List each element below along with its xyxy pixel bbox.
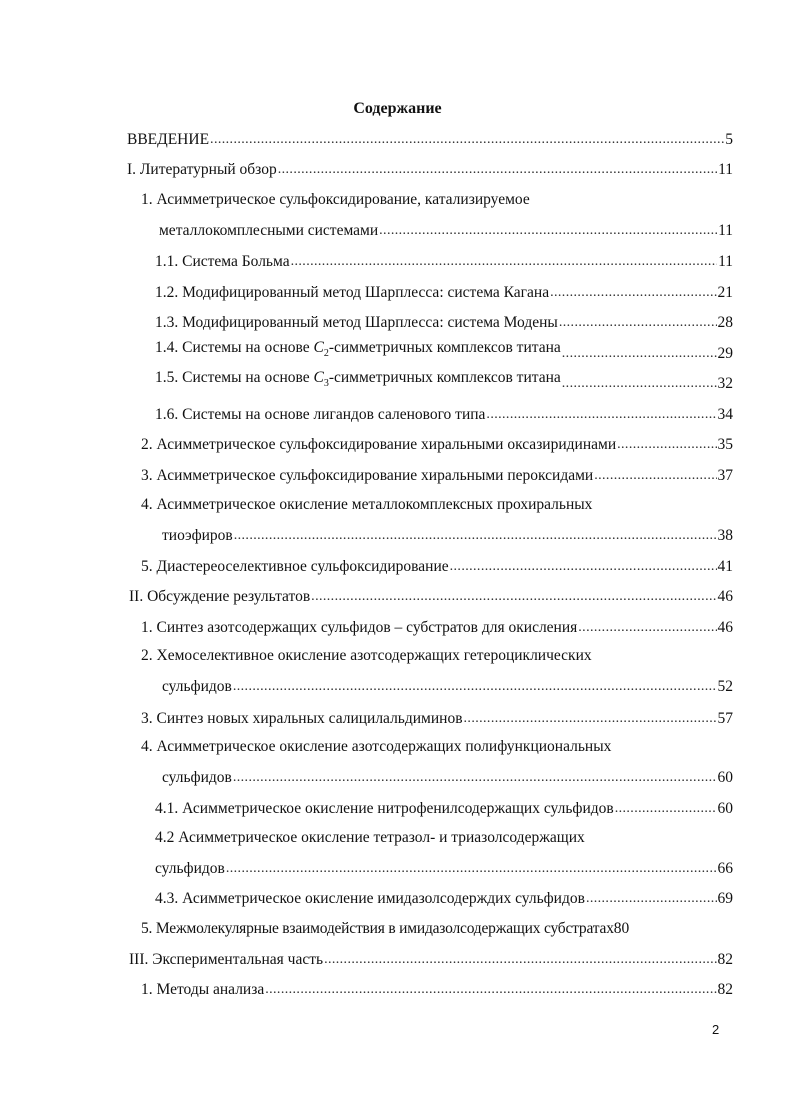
toc-entry-intermolecular-interactions [141, 916, 733, 938]
toc-entry-page: 82 [717, 981, 733, 998]
toc-entry-label: II. Обсуждение результатов [129, 588, 311, 605]
dot-leader [486, 406, 716, 424]
toc-entry-page: 41 [717, 558, 733, 575]
toc-entry-page: 11 [718, 222, 733, 239]
toc-entry-page: 46 [717, 588, 733, 605]
page-number: 2 [712, 1022, 720, 1037]
toc-entry-page: 80 [613, 920, 630, 937]
toc-entry-label: 5. Диастереоселективное сульфоксидирование [141, 558, 449, 575]
toc-entry-page: 38 [717, 527, 733, 544]
dot-leader [594, 467, 716, 485]
toc-entry-page: 32 [717, 375, 733, 392]
toc-entry-literature-review [127, 157, 733, 179]
toc-entry-label: 1.1. Система Больма [155, 253, 290, 270]
dot-leader [265, 981, 716, 999]
toc-entry-page: 82 [717, 951, 733, 968]
toc-entry-bolm-system [155, 249, 733, 271]
toc-entry-label-line1: 4. Асимметрическое окисление азотсодержащих полифункциональных [141, 738, 612, 755]
toc-entry-page: 21 [717, 284, 733, 301]
label-subscript: 2 [323, 348, 329, 359]
toc-entry-modena-system [155, 310, 733, 332]
toc-entry-label [155, 369, 561, 393]
toc-entry-page: 52 [717, 678, 733, 695]
toc-entry-label: 1. Методы анализа [141, 981, 265, 998]
toc-entry-introduction [127, 127, 733, 149]
dot-leader [278, 161, 717, 179]
toc-entry-label: 1.2. Модифицированный метод Шарплесса: система Кагана [155, 284, 550, 301]
toc-entry-asymmetric-sulfoxidation-metal [159, 218, 733, 240]
toc-entry-label-line1: 2. Хемоселективное окисление азотсодержащих гетероциклических [141, 647, 592, 664]
toc-entry-label: 4.1. Асимметрическое окисление нитрофенилсодержащих сульфидов [155, 800, 614, 817]
dot-leader [210, 131, 724, 149]
toc-entry-page: 57 [717, 710, 733, 727]
toc-entry-page: 69 [717, 890, 733, 907]
dot-leader [234, 527, 717, 545]
toc-entry-diastereoselective [141, 554, 733, 576]
toc-entry-label: металлокомплесными системами [159, 222, 379, 239]
toc-entry-tetrazole-triazole [155, 856, 733, 878]
toc-entry-salen-ligands [155, 402, 733, 424]
dot-leader [578, 619, 716, 637]
dot-leader [291, 253, 717, 271]
toc-entry-page: 29 [717, 345, 733, 362]
toc-entry-kagan-system [155, 280, 733, 302]
toc-entry-page: 60 [717, 769, 733, 786]
dot-leader [617, 436, 716, 454]
dot-leader [233, 678, 717, 696]
dot-leader [324, 951, 716, 969]
toc-entry-oxaziridines [141, 432, 733, 454]
toc-entry-synthesis-sulfides [141, 615, 733, 637]
toc-entry-page: 28 [717, 314, 733, 331]
dot-leader [233, 769, 717, 787]
label-text: -симметричных комплексов титана [328, 338, 561, 356]
toc-entry-label: сульфидов [162, 678, 232, 695]
toc-entry-page: 46 [717, 619, 733, 636]
toc-entry-label: 1. Синтез азотсодержащих сульфидов – субстратов для окисления [141, 619, 578, 636]
label-text: 1.5. Системы на основе [155, 368, 314, 386]
label-text: -симметричных комплексов титана [328, 368, 561, 386]
toc-entry-page: 11 [718, 253, 733, 270]
toc-entry-label: ВВЕДЕНИЕ [127, 131, 210, 148]
toc-entry-page: 11 [718, 161, 733, 178]
toc-entry-salicylaldimines [141, 706, 733, 728]
toc-entry-label: 1.3. Модифицированный метод Шарплесса: система Модены [155, 314, 558, 331]
toc-entry-label-line1: 4. Асимметрическое окисление металлокомплексных прохиральных [141, 496, 593, 513]
dot-leader [615, 800, 717, 818]
toc-entry-c2-symmetric-titanium [155, 338, 733, 363]
dot-leader [311, 588, 716, 606]
page-title: Содержание [353, 100, 442, 117]
toc-entry-peroxides [141, 463, 733, 485]
toc-entry-label: I. Литературный обзор [127, 161, 277, 178]
toc-entry-label-line1: 4.2 Асимметрическое окисление тетразол- и триазолсодержащих [155, 829, 585, 846]
dot-leader [226, 860, 717, 878]
toc-entry-analysis-methods [141, 977, 733, 999]
toc-entry-label: 1.6. Системы на основе лигандов саленового типа [155, 406, 486, 423]
toc-entry-page: 34 [717, 406, 733, 423]
toc-entry-page: 60 [717, 800, 733, 817]
dot-leader [379, 222, 717, 240]
toc-entry-label: 3. Синтез новых хиральных салицилальдиминов [141, 710, 463, 727]
toc-entry-label: 5. Межмолекулярные взаимодействия в имидазолсодержащих субстратах [141, 920, 614, 937]
toc-entry-nitrophenyl-sulfides [155, 796, 733, 818]
toc-entry-thioethers [162, 523, 733, 545]
toc-entry-label: III. Экспериментальная часть [129, 951, 324, 968]
toc-entry-chemoselective-oxidation [162, 674, 733, 696]
dot-leader [562, 375, 717, 393]
toc-entry-results-discussion [129, 584, 733, 606]
toc-entry-polyfunctional-sulfides [162, 765, 733, 787]
toc-entry-page: 5 [725, 131, 733, 148]
dot-leader [559, 314, 717, 332]
label-subscript: 3 [323, 378, 329, 389]
label-variable: C [313, 338, 324, 356]
toc-entry-label [155, 339, 561, 363]
dot-leader [464, 710, 717, 728]
dot-leader [562, 345, 717, 363]
dot-leader [586, 890, 717, 908]
dot-leader [550, 284, 716, 302]
toc-entry-page: 35 [717, 436, 733, 453]
toc-entry-page: 37 [717, 467, 733, 484]
toc-entry-label: 4.3. Асимметрическое окисление имидазолсодерждих сульфидов [155, 890, 585, 907]
toc-entry-experimental-part [129, 947, 733, 969]
toc-entry-imidazole-sulfides [155, 886, 733, 908]
label-variable: C [313, 368, 324, 386]
toc-entry-label: тиоэфиров [162, 527, 233, 544]
toc-entry-label: сульфидов [162, 769, 232, 786]
toc-entry-page: 66 [717, 860, 733, 877]
toc-entry-label: сульфидов [155, 860, 225, 877]
toc-entry-label: 2. Асимметрическое сульфоксидирование хиральными оксазиридинами [141, 436, 617, 453]
dot-leader [450, 558, 717, 576]
toc-entry-label-line1: 1. Асимметрическое сульфоксидирование, катализируемое [141, 191, 530, 208]
toc-entry-label: 3. Асимметрическое сульфоксидирование хиральными пероксидами [141, 467, 594, 484]
label-text: 1.4. Системы на основе [155, 338, 314, 356]
toc-entry-c3-symmetric-titanium [155, 368, 733, 393]
